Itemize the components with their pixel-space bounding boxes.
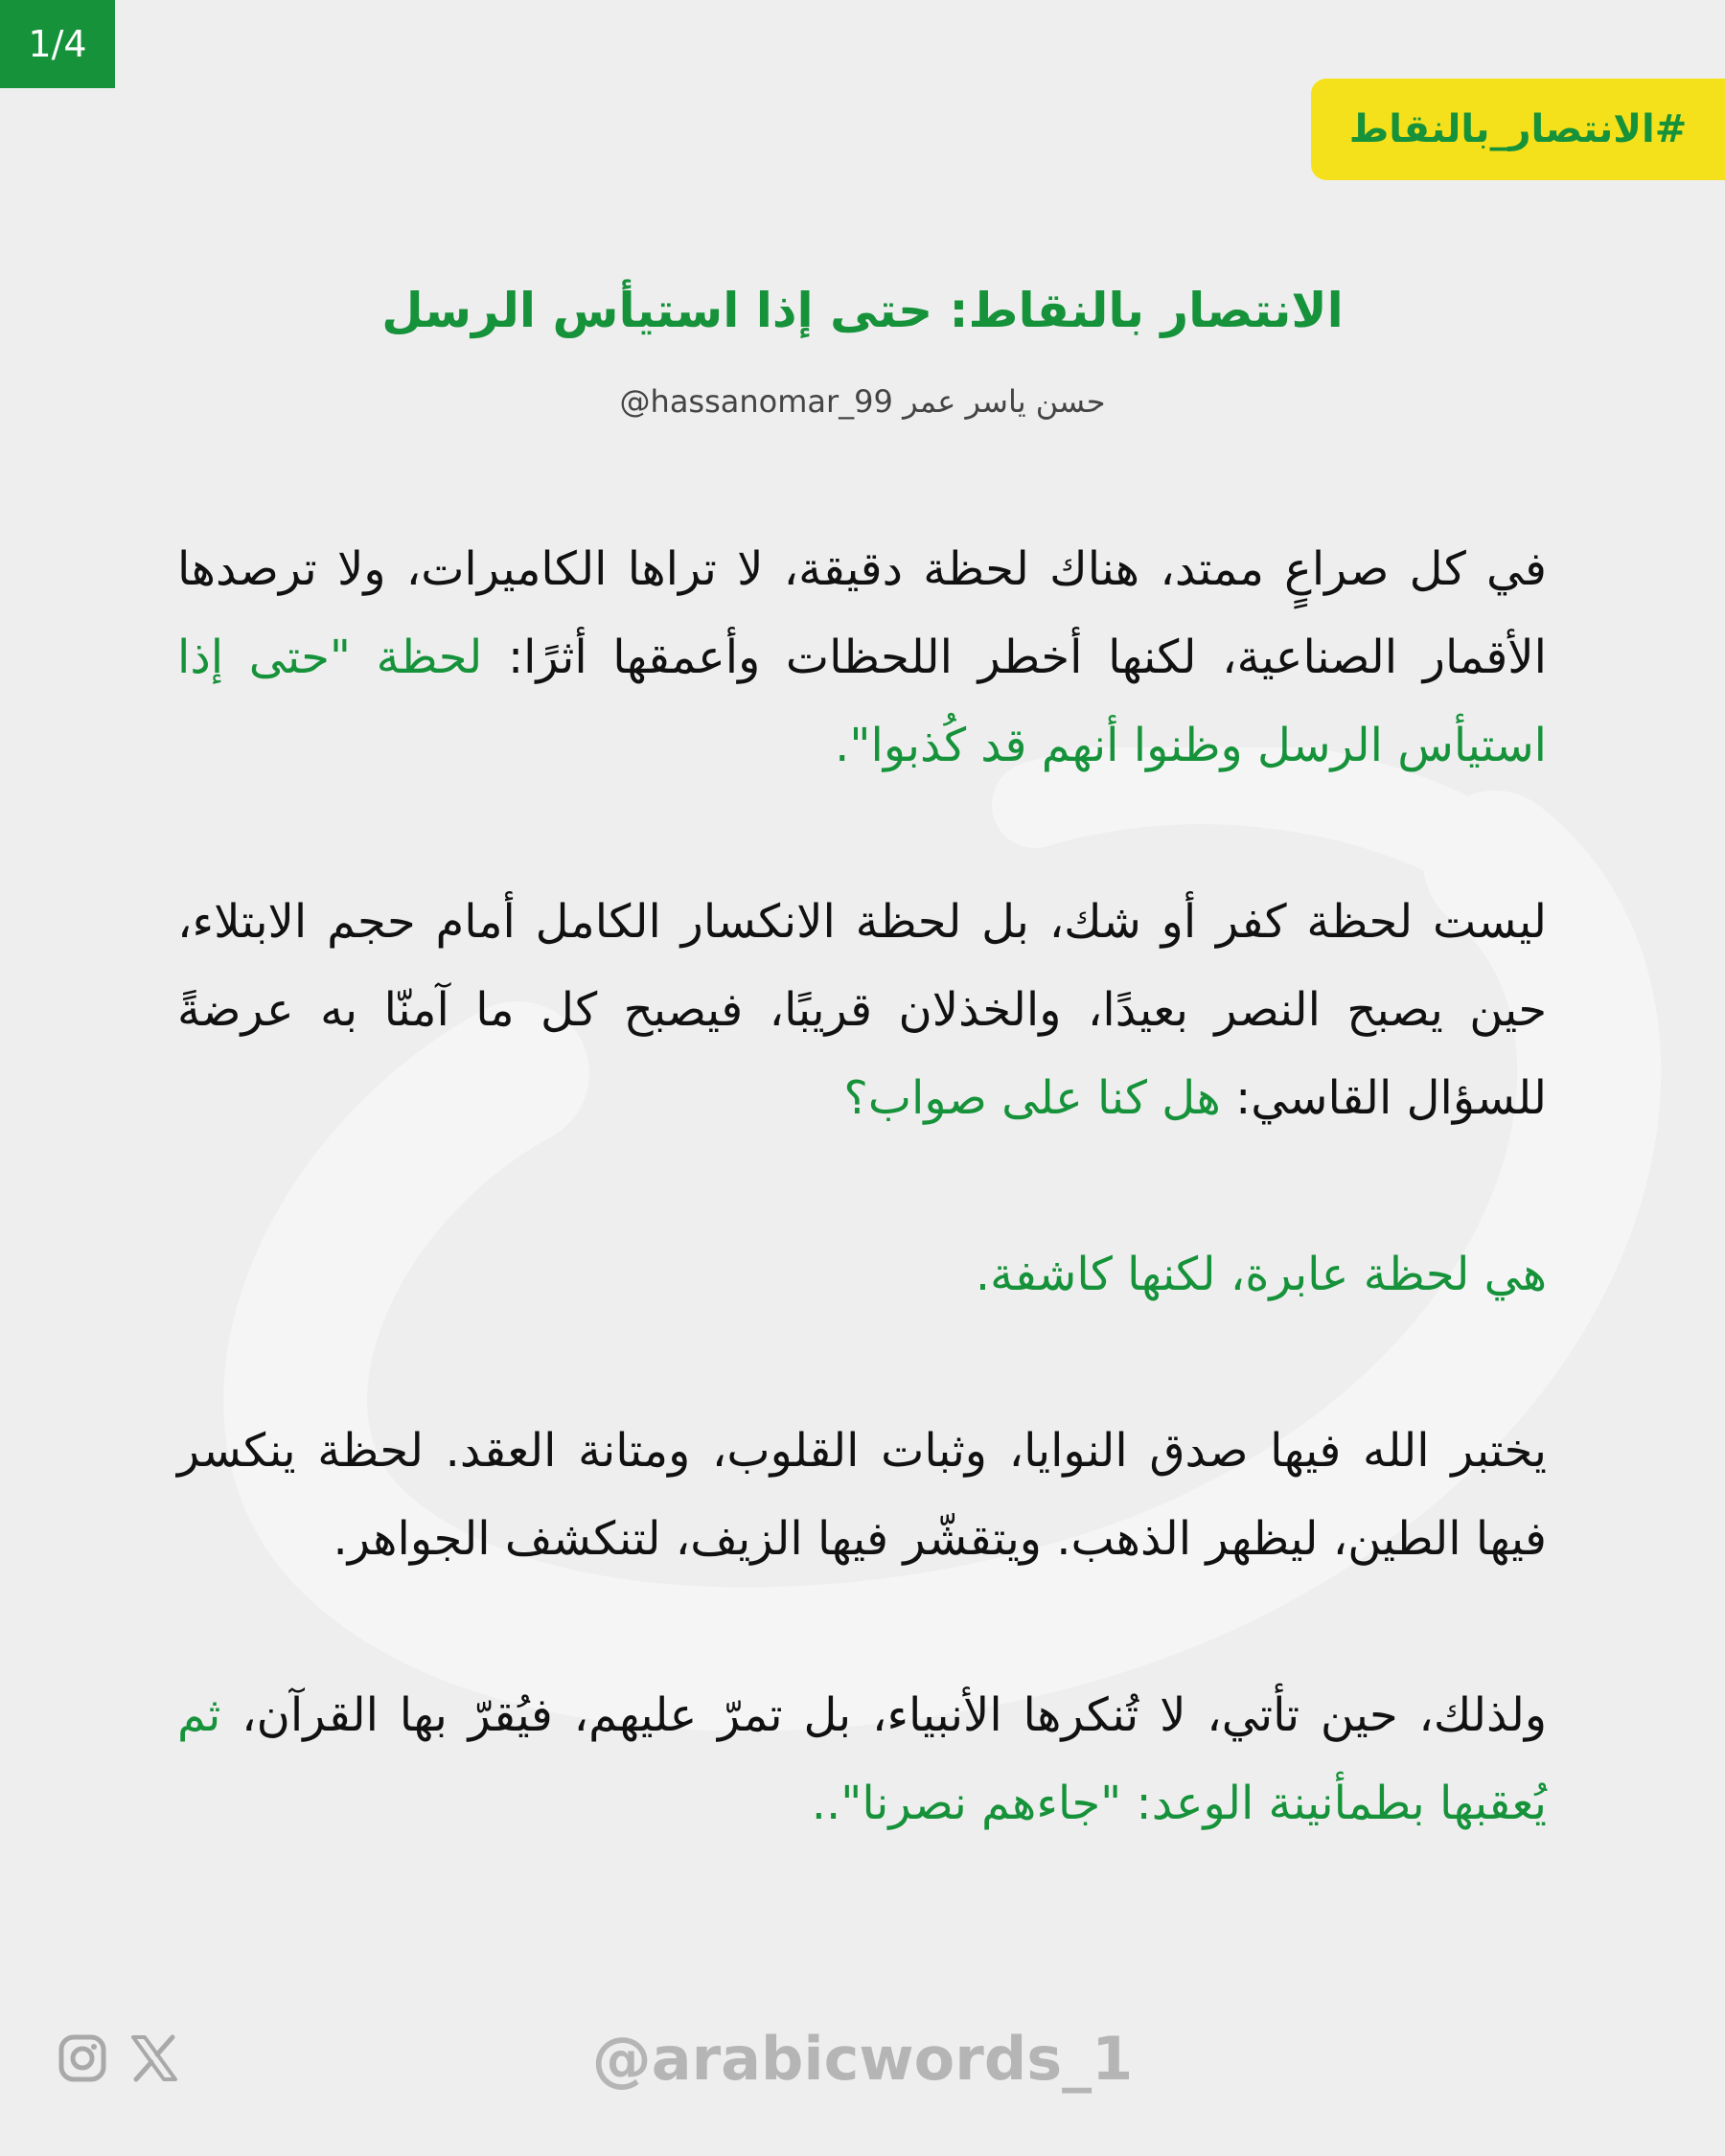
paragraph-4	[177, 1407, 1547, 1583]
paragraph-3	[177, 1230, 1547, 1319]
paragraph-text: في كل صراعٍ ممتد، هناك لحظة دقيقة، لا تراها الكاميرات، ولا ترصدها الأقمار الصناعية، لكنها أخطر اللحظات وأعمقها أثرًا:	[177, 542, 1547, 684]
paragraph-highlight: لحظة "حتى إذا استيأس الرسل وظنوا أنهم قد كُذبوا".	[177, 631, 1547, 772]
page-title: الانتصار بالنقاط: حتى إذا استيأس الرسل	[381, 283, 1344, 338]
paragraph-highlight: هي لحظة عابرة، لكنها كاشفة.	[975, 1248, 1547, 1301]
hashtag-badge: #الانتصار_بالنقاط	[1311, 79, 1725, 180]
paragraph-2	[177, 878, 1547, 1142]
paragraph-highlight: هل كنا على صواب؟	[843, 1071, 1221, 1125]
article-body	[177, 525, 1547, 1936]
author-name: حسن ياسر عمر	[903, 383, 1106, 420]
paragraph-1	[177, 525, 1547, 790]
paragraph-5	[177, 1671, 1547, 1847]
author-handle: @hassanomar_99	[619, 383, 893, 420]
paragraph-text: ليست لحظة كفر أو شك، بل لحظة الانكسار الكامل أمام حجم الابتلاء، حين يصبح النصر بعيدًا، والخذلان قريبًا، فيصبح كل ما آمنّا به عرضةً للسؤال القاسي:	[177, 895, 1547, 1125]
paragraph-text: يختبر الله فيها صدق النوايا، وثبات القلوب، ومتانة العقد. لحظة ينكسر فيها الطين، ليظهر الذهب. ويتقشّر فيها الزيف، لتنكشف الجواهر.	[177, 1424, 1547, 1566]
paragraph-highlight: ثم يُعقبها بطمأنينة الوعد: "جاءهم نصرنا"..	[177, 1688, 1547, 1830]
paragraph-text: ولذلك، حين تأتي، لا تُنكرها الأنبياء، بل تمرّ عليهم، فيُقرّ بها القرآن،	[242, 1688, 1547, 1742]
footer-handle: @arabicwords_1	[591, 2024, 1134, 2094]
page-indicator: 1/4	[0, 0, 115, 88]
author-byline	[0, 383, 1725, 420]
